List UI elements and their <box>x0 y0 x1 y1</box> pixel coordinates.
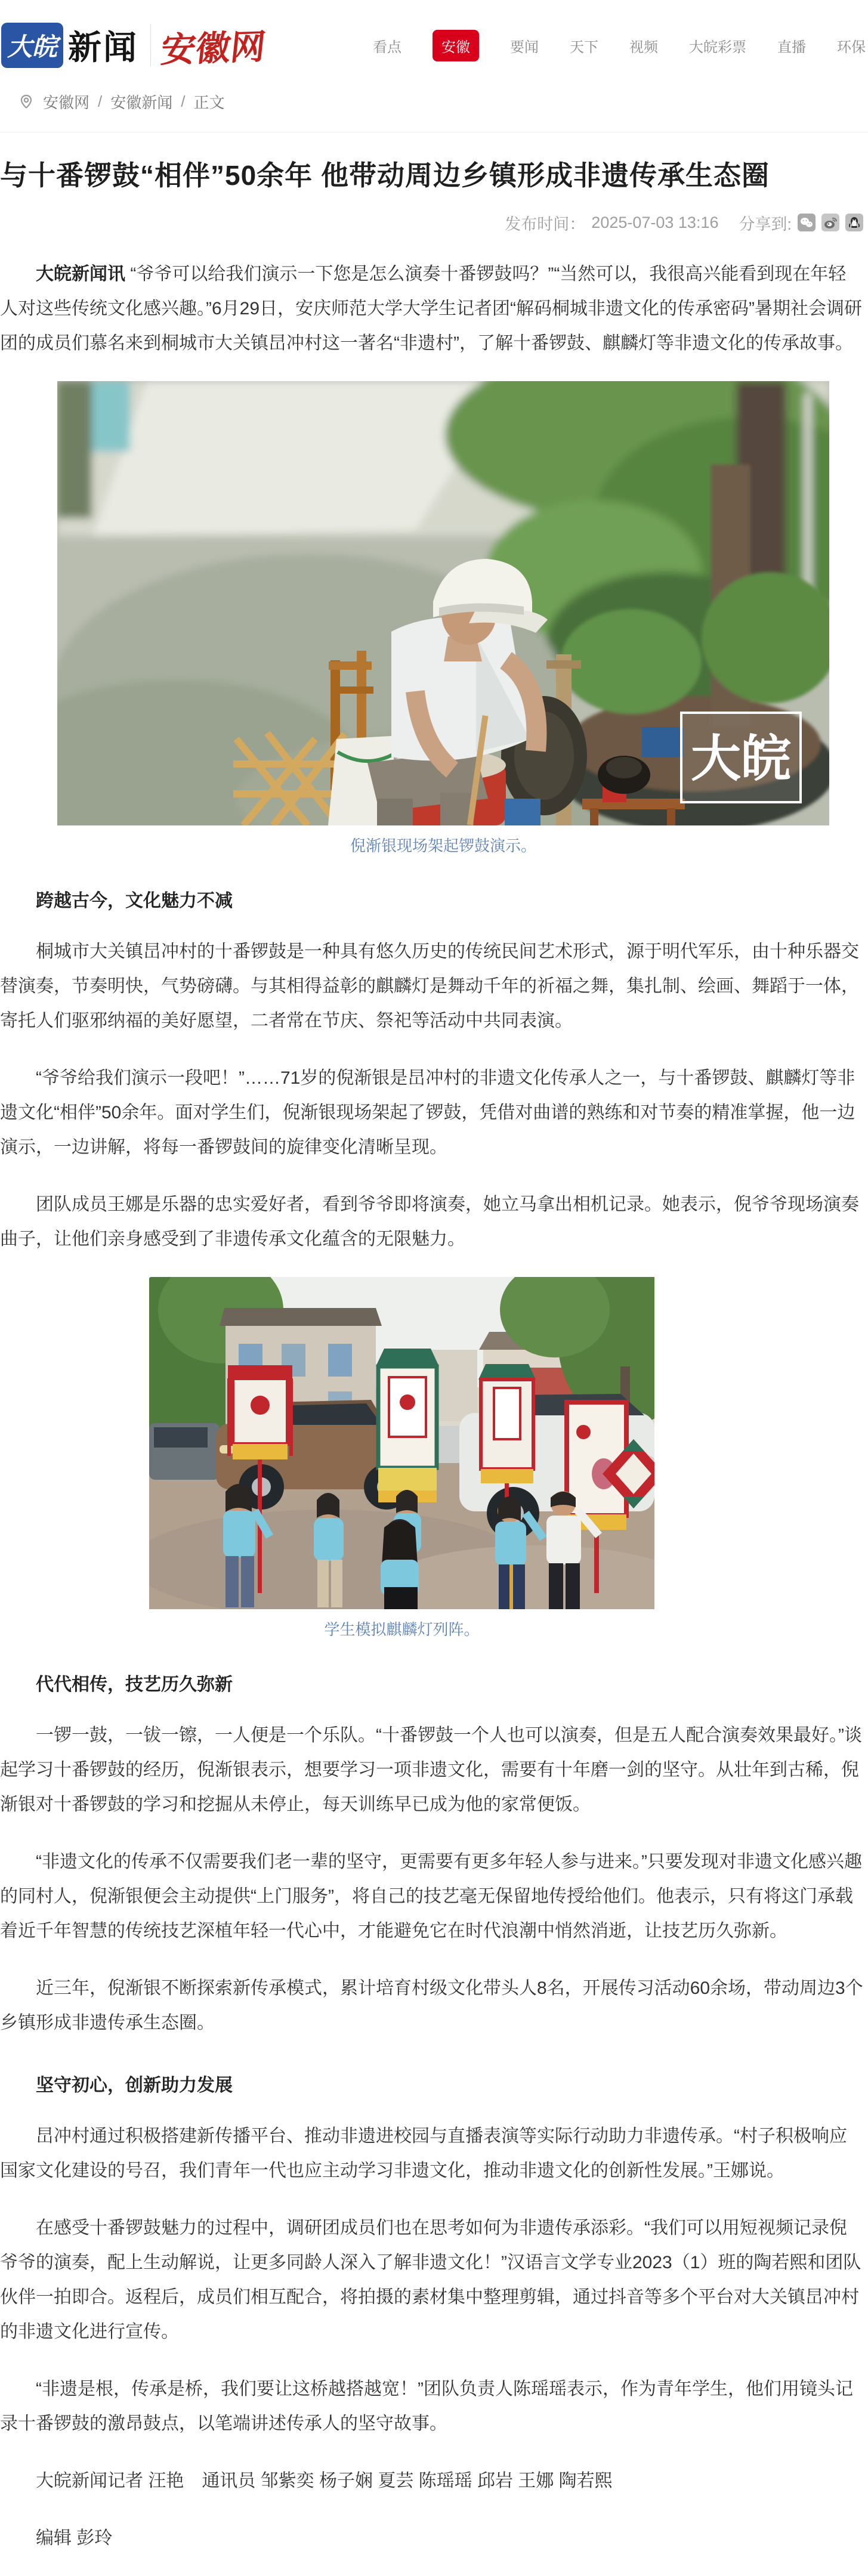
breadcrumb-separator: / <box>181 92 186 110</box>
section-heading-1: 跨越古今，文化魅力不减 <box>36 890 233 911</box>
photo-gong-demo-illustration <box>57 381 829 825</box>
wechat-icon[interactable] <box>798 214 816 231</box>
breadcrumb-current: 正文 <box>193 94 225 112</box>
paragraph: “非遗文化的传承不仅需要我们老一辈的坚守，更需要有更多年轻人参与进来。”只要发现对非遗文化感兴趣的同村人，倪渐银便会主动提供“上门服务”，将自己的技艺毫无保留地传授给他们。他表示，只有将这门承载着近千年智慧的传统技艺深植年轻一代心中，才能避免它在时代浪潮中悄然消逝，让技艺历久弥新。 <box>0 1851 862 1941</box>
nav-item-caipiao[interactable]: 大皖彩票 <box>689 39 746 55</box>
breadcrumb-section[interactable]: 安徽新闻 <box>110 94 173 112</box>
lead-prefix: 大皖新闻讯 <box>36 264 125 284</box>
paragraph: 一锣一鼓，一钹一镲，一人便是一个乐队。“十番锣鼓一个人也可以演奏，但是五人配合演奏效果最好。”谈起学习十番锣鼓的经历，倪渐银表示，想要学习一项非遗文化，需要有十年磨一剑的坚守。从壮年到古稀，倪渐银对十番锣鼓的学习和挖掘从未停止，每天训练早已成为他的家常便饭。 <box>0 1725 862 1814</box>
nav-item-shipin[interactable]: 视频 <box>629 39 658 55</box>
nav-item-huanbao[interactable]: 环保 <box>837 39 866 55</box>
paragraph: 在感受十番锣鼓魅力的过程中，调研团成员们也在思考如何为非遗传承添彩。“我们可以用短视频记录倪爷爷的演奏，配上生动解说，让更多同龄人深入了解非遗文化！”汉语言文学专业2023（1）班的陶若熙和团队伙伴一拍即合。返程后，成员们相互配合，将拍摄的素材集中整理剪辑，通过抖音等多个平台对大关镇旵冲村的非遗文化进行宣传。 <box>0 2218 861 2342</box>
publish-time: 2025-07-03 13:16 <box>591 213 719 231</box>
nav-item-tianxia[interactable]: 天下 <box>570 39 598 55</box>
nav-item-anhui[interactable]: 安徽 <box>433 30 479 61</box>
nav-item-zhibo[interactable]: 直播 <box>777 39 806 55</box>
dawan-watermark <box>681 713 801 802</box>
publish-time-label: 发布时间： <box>505 215 586 233</box>
breadcrumb <box>18 91 868 113</box>
paragraph: 近三年，倪渐银不断探索新传承模式，累计培育村级文化带头人8名，开展传习活动60余场，带动周边3个乡镇形成非遗传承生态圈。 <box>0 1978 863 2033</box>
qq-icon[interactable] <box>845 214 863 231</box>
photo-caption: 学生模拟麒麟灯列阵。 <box>324 1620 480 1638</box>
article-meta <box>0 211 863 234</box>
site-header <box>0 0 868 70</box>
share-label: 分享到: <box>739 215 792 233</box>
byline: 大皖新闻记者 汪艳 通讯员 邹紫奕 杨子娴 夏芸 陈瑶瑶 邱岩 王娜 陶若熙 <box>36 2470 613 2491</box>
article-title: 与十番锣鼓“相伴”50余年 他带动周边乡镇形成非遗传承生态圈 <box>0 160 770 191</box>
anhuiwang-logo[interactable]: 安徽网 <box>159 27 268 70</box>
paragraph: “非遗是根，传承是桥，我们要让这桥越搭越宽！”团队负责人陈瑶瑶表示，作为青年学生，他们用镜头记录十番锣鼓的激昂鼓点，以笔端讲述传承人的坚守故事。 <box>0 2379 853 2433</box>
svg-text:大皖: 大皖 <box>690 730 792 787</box>
paragraph: 团队成员王娜是乐器的忠实爱好者，看到爷爷即将演奏，她立马拿出相机记录。她表示，倪爷爷现场演奏曲子，让他们亲身感受到了非遗传承文化蕴含的无限魅力。 <box>0 1194 859 1249</box>
paragraph: 旵冲村通过积极搭建新传播平台、推动非遗进校园与直播表演等实际行动助力非遗传承。“村子积极响应国家文化建设的号召，我们青年一代也应主动学习非遗文化，推动非遗文化的创新性发展。”王娜说。 <box>0 2126 847 2181</box>
paragraph: “爷爷给我们演示一段吧！”……71岁的倪渐银是旵冲村的非遗文化传承人之一，与十番锣鼓、麒麟灯等非遗文化“相伴”50余年。面对学生们，倪渐银现场架起了锣鼓，凭借对曲谱的熟练和对节奏的精准掌握，他一边演示，一边讲解，将每一番锣鼓间的旋律变化清晰呈现。 <box>0 1068 855 1157</box>
weibo-icon[interactable] <box>821 214 839 231</box>
editor-credit: 编辑 彭玲 <box>36 2528 113 2548</box>
photo-gong-demo <box>57 381 829 856</box>
breadcrumb-home[interactable]: 安徽网 <box>43 94 90 112</box>
paragraph: 桐城市大关镇旵冲村的十番锣鼓是一种具有悠久历史的传统民间艺术形式，源于明代军乐，由十种乐器交替演奏，节奏明快，气势磅礴。与其相得益彰的麒麟灯是舞动千年的祈福之舞，集扎制、绘画、舞蹈于一体，寄托人们驱邪纳福的美好愿望，二者常在节庆、祭祀等活动中共同表演。 <box>0 941 859 1031</box>
photo-caption: 倪渐银现场架起锣鼓演示。 <box>350 836 536 855</box>
nav-item-yaowen[interactable]: 要闻 <box>510 39 539 55</box>
dawan-logo[interactable] <box>1 23 63 68</box>
article-body <box>0 159 868 2556</box>
top-nav <box>373 30 866 61</box>
logo-divider <box>150 24 151 67</box>
photo-lantern-illustration <box>149 1277 654 1609</box>
nav-item-kandian[interactable]: 看点 <box>373 39 401 55</box>
blue-stool <box>642 727 684 757</box>
breadcrumb-separator: / <box>98 92 103 110</box>
lead-text: “爷爷可以给我们演示一下您是怎么演奏十番锣鼓吗？”“当然可以，我很高兴能看到现在年轻人对这些传统文化感兴趣。”6月29日，安庆师范大学大学生记者团“解码桐城非遗文化的传承密码”暑期社会调研团的成员们慕名来到桐城市大关镇旵冲村这一著名“非遗村”，了解十番锣鼓、麒麟灯等非遗文化的传承故事。 <box>0 264 863 353</box>
blue-stool <box>505 799 540 825</box>
news-logo-text: 新闻 <box>68 29 138 66</box>
photo-lantern-drill <box>149 1277 654 1640</box>
lead-paragraph <box>0 257 863 361</box>
dawan-logo-text: 大皖 <box>7 33 57 61</box>
section-heading-2: 代代相传，技艺历久弥新 <box>36 1674 233 1694</box>
section-heading-3: 坚守初心，创新助力发展 <box>36 2075 233 2095</box>
location-pin-icon <box>18 94 35 110</box>
